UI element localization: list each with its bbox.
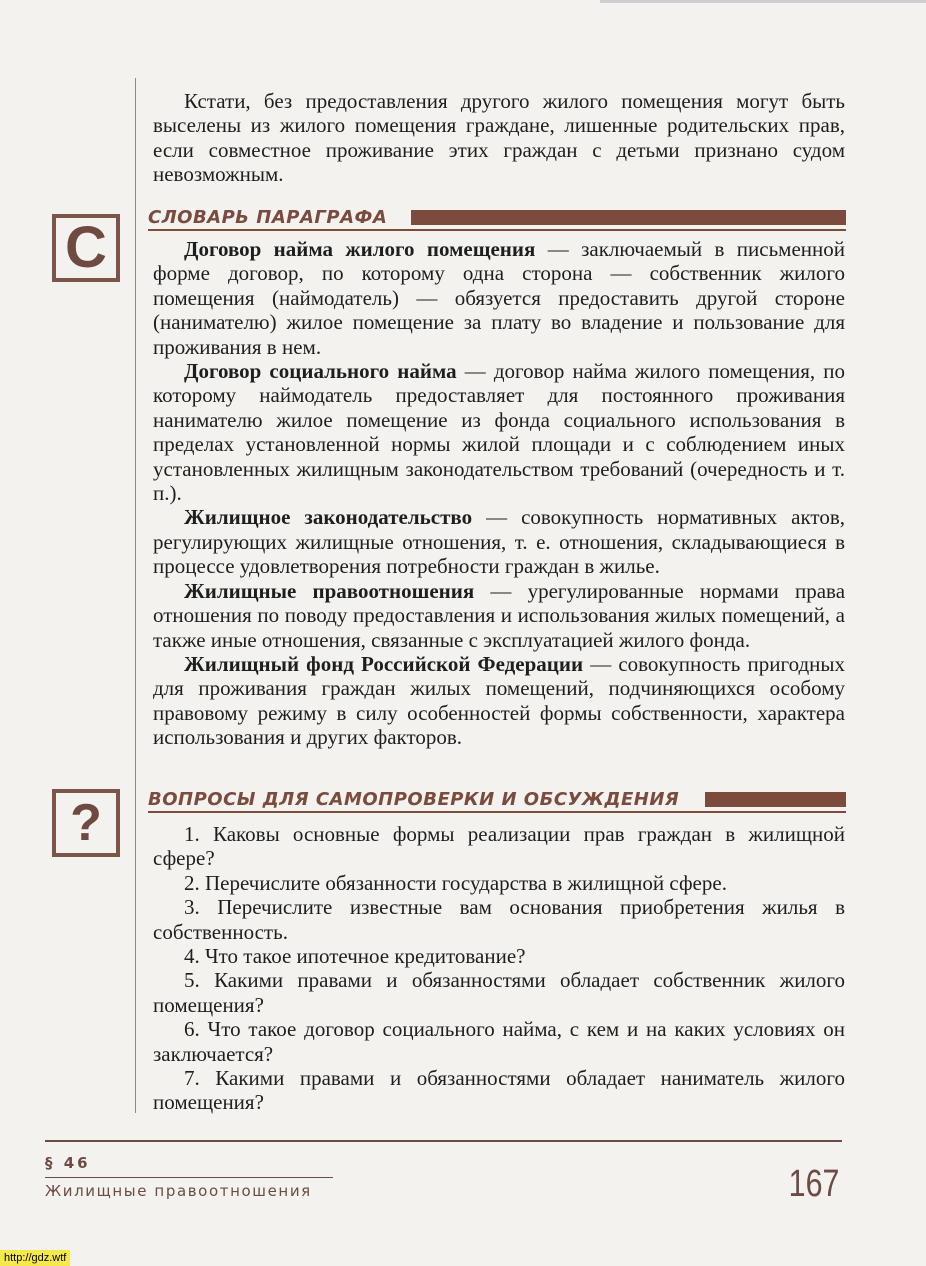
question-item: 2. Перечислите обязанности государства в жилищной сфере. xyxy=(184,870,727,895)
intro-paragraph xyxy=(153,89,845,187)
entry-term: Жилищное законодательство xyxy=(184,505,473,530)
question-item: 4. Что такое ипотечное кредитование? xyxy=(184,944,526,969)
dictionary-entry xyxy=(153,652,845,750)
question-item: 6. Что такое договор социального найма, с кем и на каких условиях он заключается? xyxy=(153,1017,845,1066)
heading-rule xyxy=(148,229,846,231)
entry-definition: — совокупность пригодных для проживания граждан жилых помещений, подчиняющихся особому правовому режиму в силу особенностей формы собственности, характера использования и других факторов. xyxy=(153,651,845,750)
entry-term: Жилищный фонд Российской Федерации xyxy=(184,651,584,676)
margin-rule xyxy=(135,78,136,1113)
dictionary-title: СЛОВАРЬ ПАРАГРАФА xyxy=(148,207,388,228)
entry-term: Договор найма жилого помещения xyxy=(184,237,536,261)
intro-text: Кстати, без предоставления другого жилого помещения могут быть выселены из жилого помещения граждане, лишенные родительских прав, если совместное проживание этих граждан с детьми признано судом невозможным. xyxy=(153,89,845,187)
questions-list xyxy=(153,822,845,1115)
footer-rule xyxy=(45,1140,842,1142)
questions-heading xyxy=(148,787,846,813)
dictionary-entry xyxy=(153,579,845,652)
page-number: 167 xyxy=(788,1163,839,1205)
entry-term: Жилищные правоотношения xyxy=(184,578,475,603)
entry-definition: — заключаемый в письменной форме договор, по которому одна сторона — собственник жилого помещения (наймодатель) — обязуется предоставить другой стороне (нанимателю) жилое помещение за плату во владение и пользование для проживания в нем. xyxy=(153,237,845,359)
question-mark-icon: ? xyxy=(52,789,120,857)
question-item: 5. Какими правами и обязанностями обладает собственник жилого помещения? xyxy=(153,968,845,1017)
dictionary-entry xyxy=(153,359,845,505)
watermark-url[interactable]: http://gdz.wtf xyxy=(0,1250,70,1266)
dictionary-heading xyxy=(148,205,846,231)
questions-title: ВОПРОСЫ ДЛЯ САМОПРОВЕРКИ И ОБСУЖДЕНИЯ xyxy=(148,789,680,810)
question-item: 7. Какими правами и обязанностями обладает наниматель жилого помещения? xyxy=(153,1066,845,1115)
entry-definition: — договор найма жилого помещения, по которому наймодатель предоставляет для постоянного проживания нанимателю жилое помещение из фонда социального использования в пределах установленной нормы жилой площади и с соблюдением иных установленных жилищным законодательством требований (очередность и т. п.). xyxy=(153,359,845,506)
heading-bar xyxy=(705,792,846,807)
footer-chapter-title: Жилищные правоотношения xyxy=(45,1182,312,1200)
dictionary-entry xyxy=(153,237,845,359)
heading-bar xyxy=(411,210,846,225)
question-item: 3. Перечислите известные вам основания приобретения жилья в собственность. xyxy=(153,895,845,944)
footer-subrule xyxy=(45,1177,333,1178)
top-edge-line xyxy=(600,0,926,3)
entry-definition: — совокупность нормативных актов, регулирующих жилищные отношения, т. е. отношения, складывающиеся в процессе удовлетворения потребности граждан в жилье. xyxy=(153,505,845,579)
dictionary-entries xyxy=(153,237,845,750)
dictionary-icon: С xyxy=(52,214,120,282)
heading-rule xyxy=(148,811,846,813)
dictionary-entry xyxy=(153,505,845,578)
footer-section: § 46 xyxy=(45,1154,91,1172)
entry-definition: — урегулированные нормами права отношения по поводу предоставления и использования жилых помещений, а также иные отношения, связанные с эксплуатацией жилого фонда. xyxy=(153,578,846,652)
question-item: 1. Каковы основные формы реализации прав граждан в жилищной сфере? xyxy=(153,822,845,871)
entry-term: Договор социального найма xyxy=(184,359,457,384)
